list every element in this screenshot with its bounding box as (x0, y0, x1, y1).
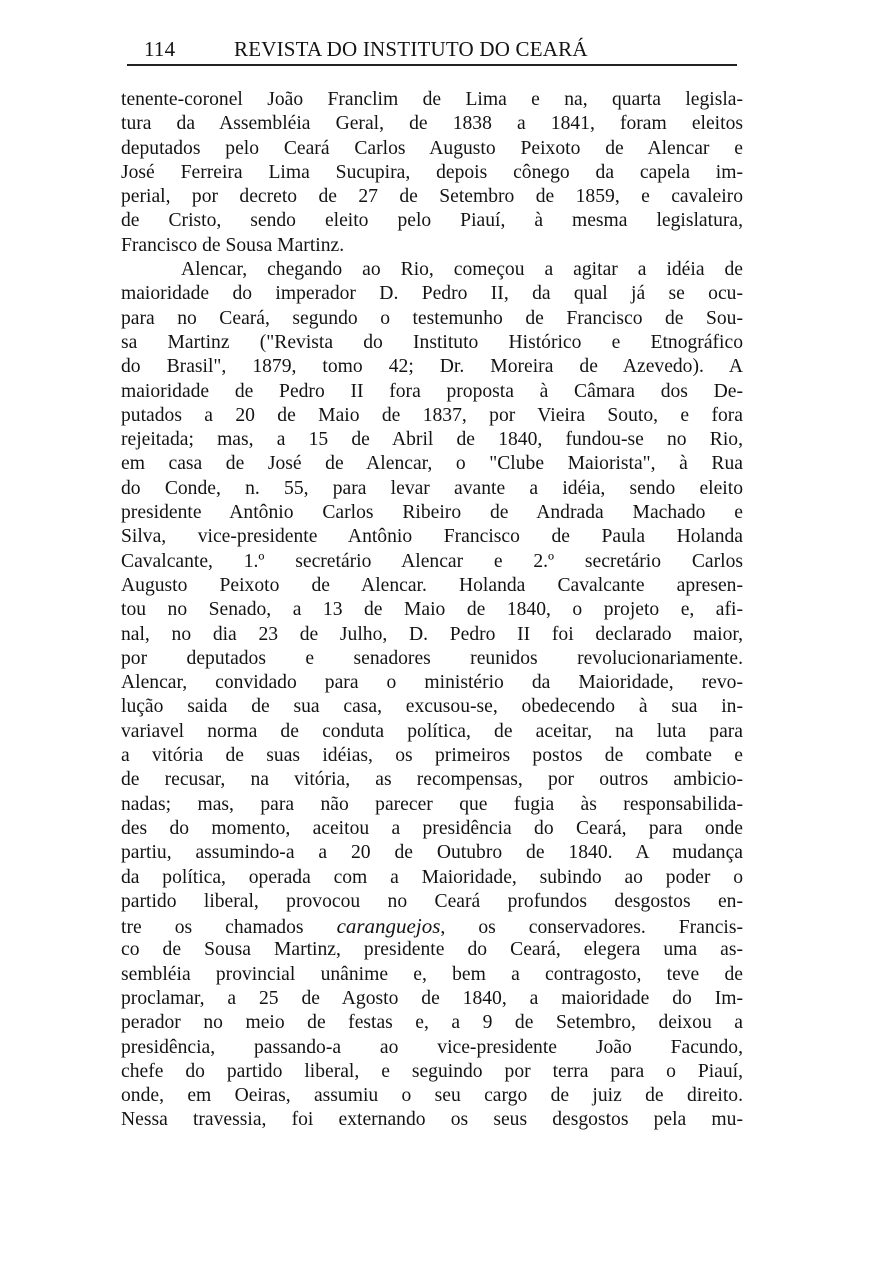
text-line: co de Sousa Martinz, presidente do Ceará, elegera uma as- (121, 939, 743, 961)
text-line: perial, por decreto de 27 de Setembro de 1859, e cavaleiro (121, 186, 743, 208)
text-line: de recusar, na vitória, as recompensas, por outros ambicio- (121, 769, 743, 791)
text-line: de Cristo, sendo eleito pelo Piauí, à mesma legislatura, (121, 210, 743, 232)
text-line: a vitória de suas idéias, os primeiros postos de combate e (121, 745, 743, 767)
text-line: rejeitada; mas, a 15 de Abril de 1840, fundou-se no Rio, (121, 429, 743, 451)
text-line: tenente-coronel João Franclim de Lima e na, quarta legisla- (121, 89, 743, 110)
text-line: presidente Antônio Carlos Ribeiro de Andrada Machado e (121, 502, 743, 524)
italic-term: caranguejos (336, 914, 441, 939)
text-line: Nessa travessia, foi externando os seus desgostos pela mu- (121, 1109, 743, 1131)
text-line: do Brasil", 1879, tomo 42; Dr. Moreira de Azevedo). A (121, 356, 743, 378)
text-line: maioridade de Pedro II fora proposta à Câmara dos De- (121, 380, 743, 402)
text-line: onde, em Oeiras, assumiu o seu cargo de juiz de direito. (121, 1085, 743, 1107)
text-line: Alencar, convidado para o ministério da Maioridade, revo- (121, 672, 743, 694)
text-line: deputados pelo Ceará Carlos Augusto Peixoto de Alencar e (121, 137, 743, 159)
text-line: em casa de José de Alencar, o "Clube Maiorista", à Rua (121, 453, 743, 475)
text-line: tura da Assembléia Geral, de 1838 a 1841, foram eleitos (121, 113, 743, 135)
text-line: tou no Senado, a 13 de Maio de 1840, o projeto e, afi- (121, 599, 743, 621)
text-line: Silva, vice-presidente Antônio Francisco de Paula Holanda (121, 526, 743, 548)
text-line: sa Martinz ("Revista do Instituto Histórico e Etnográfico (121, 331, 743, 353)
text-line: Cavalcante, 1.º secretário Alencar e 2.º secretário Carlos (121, 550, 743, 572)
journal-title: REVISTA DO INSTITUTO DO CEARÁ (234, 37, 588, 61)
text-line: putados a 20 de Maio de 1837, por Vieira Souto, e fora (121, 404, 743, 426)
text-line: sembléia provincial unânime e, bem a contragosto, teve de (121, 963, 743, 985)
running-head (127, 34, 737, 64)
text-line: para no Ceará, segundo o testemunho de Francisco de Sou- (121, 307, 743, 329)
body-text (121, 88, 743, 1133)
text-line: partiu, assumindo-a a 20 de Outubro de 1840. A mudança (121, 842, 743, 864)
text-line: des do momento, aceitou a presidência do Ceará, para onde (121, 817, 743, 839)
paragraph-first-line: Alencar, chegando ao Rio, começou a agitar a idéia de (181, 259, 743, 281)
text-line: José Ferreira Lima Sucupira, depois cônego da capela im- (121, 161, 743, 183)
header-rule (127, 64, 737, 66)
text-line: nal, no dia 23 de Julho, D. Pedro II foi declarado maior, (121, 623, 743, 645)
text-line: variavel norma de conduta política, de aceitar, na luta para (121, 720, 743, 742)
text-line: por deputados e senadores reunidos revolucionariamente. (121, 647, 743, 669)
paragraph-end-line: Francisco de Sousa Martinz. (121, 234, 345, 256)
text-line: nadas; mas, para não parecer que fugia às responsabilida- (121, 793, 743, 815)
page-number: 114 (144, 37, 176, 61)
text-line: do Conde, n. 55, para levar avante a idéia, sendo eleito (121, 477, 743, 499)
text-fragment: tre os chamados (121, 917, 304, 939)
text-line: partido liberal, provocou no Ceará profundos desgostos en- (121, 890, 743, 912)
text-line: lução saida de sua casa, excusou-se, obedecendo à sua in- (121, 696, 743, 718)
text-line: presidência, passando-a ao vice-presidente João Facundo, (121, 1036, 743, 1058)
text-line: da política, operada com a Maioridade, subindo ao poder o (121, 866, 743, 888)
text-line: proclamar, a 25 de Agosto de 1840, a maioridade do Im- (121, 987, 743, 1009)
text-line: chefe do partido liberal, e seguindo por terra para o Piauí, (121, 1060, 743, 1082)
text-fragment: , os conservadores. Francis- (440, 917, 743, 939)
text-line: maioridade do imperador D. Pedro II, da qual já se ocu- (121, 283, 743, 305)
text-line: perador no meio de festas e, a 9 de Setembro, deixou a (121, 1012, 743, 1034)
text-line-with-italic (121, 914, 743, 938)
text-line: Augusto Peixoto de Alencar. Holanda Cavalcante apresen- (121, 574, 743, 596)
